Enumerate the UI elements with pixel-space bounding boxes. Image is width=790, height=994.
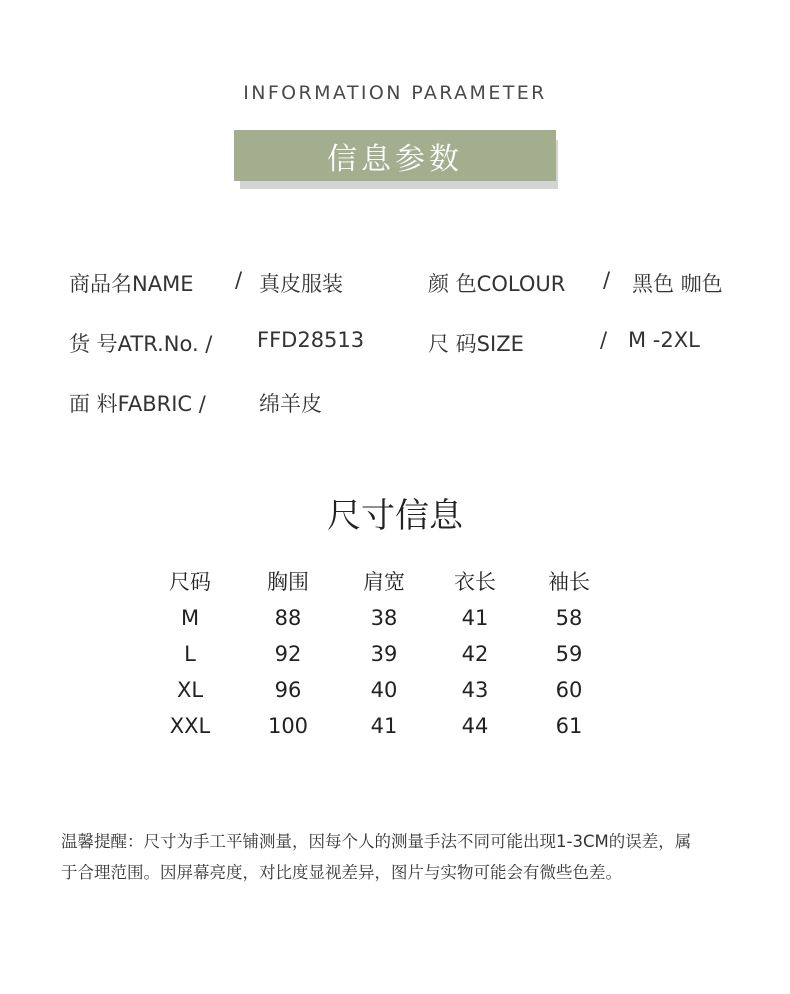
table-cell: 59 bbox=[555, 642, 583, 666]
param-artno-label: 货 号ATR.No. / bbox=[69, 332, 213, 356]
section-title-chinese: 信息参数 bbox=[327, 141, 463, 177]
header-cell: 胸围 bbox=[267, 570, 309, 594]
table-cell: M bbox=[180, 606, 200, 630]
param-fabric-value: 绵羊皮 bbox=[259, 392, 322, 416]
table-cell: 88 bbox=[274, 606, 302, 630]
param-colour-separator: / bbox=[603, 268, 611, 292]
table-cell: 42 bbox=[461, 642, 489, 666]
param-name-label: 商品名NAME bbox=[69, 272, 194, 296]
param-colour-label: 颜 色COLOUR bbox=[428, 272, 566, 296]
section-title-english: INFORMATION PARAMETER bbox=[243, 82, 547, 104]
notice-line-1: 温馨提醒：尺寸为手工平铺测量，因每个人的测量手法不同可能出现1-3CM的误差，属 bbox=[61, 832, 692, 851]
header-cell: 衣长 bbox=[454, 570, 496, 594]
table-cell: 58 bbox=[555, 606, 583, 630]
table-cell: XXL bbox=[169, 714, 211, 738]
header-cell: 袖长 bbox=[548, 570, 590, 594]
table-cell: 61 bbox=[555, 714, 583, 738]
table-cell: XL bbox=[176, 678, 204, 702]
param-name-value: 真皮服装 bbox=[259, 272, 343, 296]
table-cell: 92 bbox=[274, 642, 302, 666]
header-cell: 肩宽 bbox=[363, 570, 405, 594]
table-cell: 60 bbox=[555, 678, 583, 702]
param-name-separator: / bbox=[235, 268, 243, 292]
table-cell: 38 bbox=[370, 606, 398, 630]
table-cell: 40 bbox=[370, 678, 398, 702]
size-chart-title: 尺寸信息 bbox=[327, 496, 463, 536]
table-cell: 41 bbox=[370, 714, 398, 738]
table-cell: 44 bbox=[461, 714, 489, 738]
param-colour-value: 黑色 咖色 bbox=[632, 272, 723, 296]
param-artno-value: FFD28513 bbox=[257, 328, 365, 352]
table-cell: 96 bbox=[274, 678, 302, 702]
notice-line-2: 于合理范围。因屏幕亮度，对比度显视差异，图片与实物可能会有微些色差。 bbox=[61, 863, 622, 882]
table-cell: 43 bbox=[461, 678, 489, 702]
table-cell: L bbox=[184, 642, 196, 666]
param-size-value: M -2XL bbox=[628, 328, 700, 352]
table-cell: 100 bbox=[267, 714, 309, 738]
table-cell: 39 bbox=[370, 642, 398, 666]
title-banner bbox=[234, 130, 556, 181]
param-size-separator: / bbox=[600, 328, 608, 352]
param-fabric-label: 面 料FABRIC / bbox=[69, 392, 206, 416]
table-cell: 41 bbox=[461, 606, 489, 630]
header-cell: 尺码 bbox=[169, 570, 211, 594]
param-size-label: 尺 码SIZE bbox=[428, 332, 524, 356]
